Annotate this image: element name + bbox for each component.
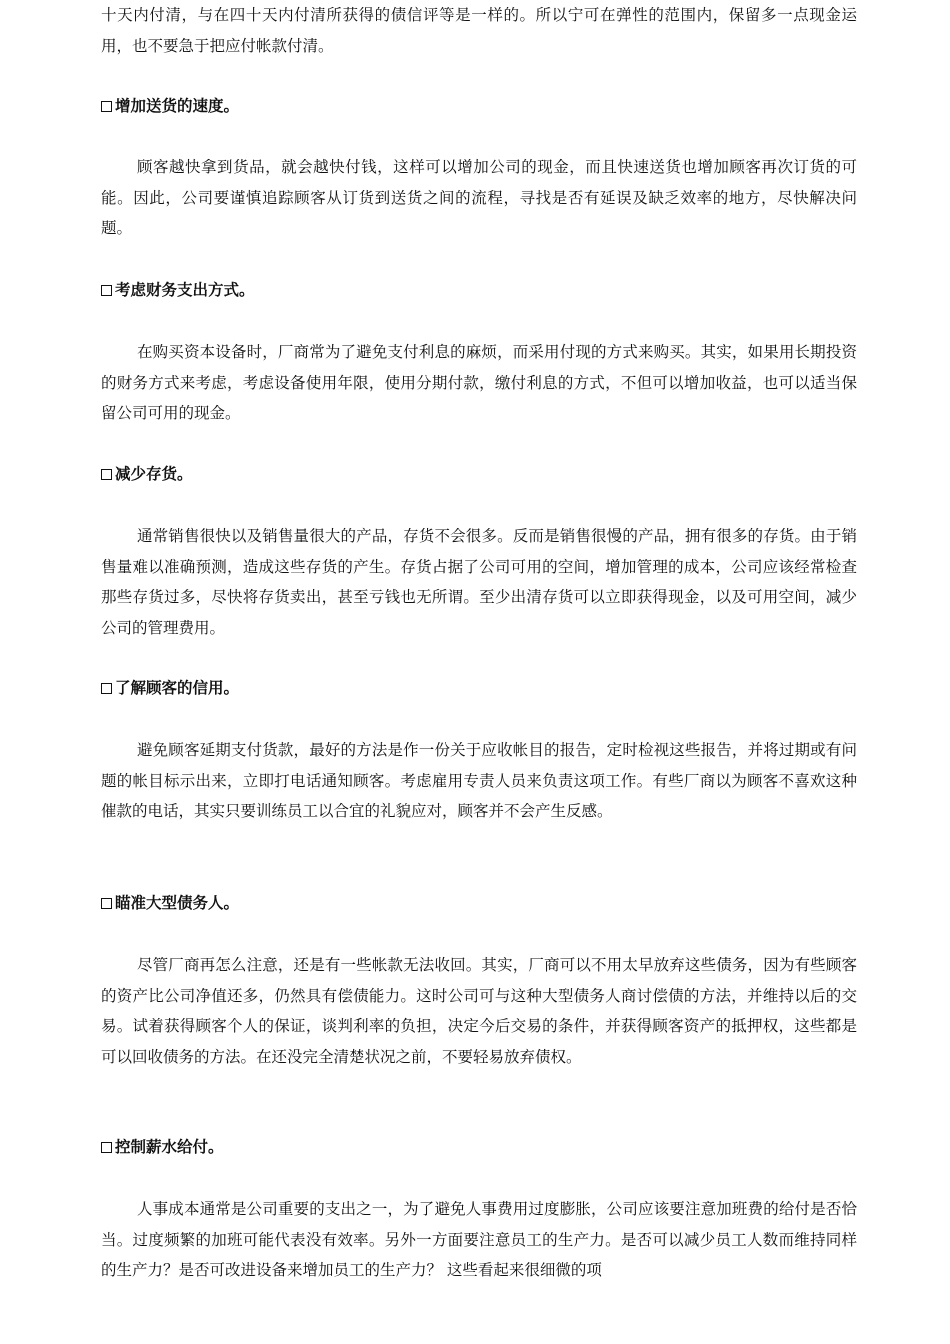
heading-text: 了解顾客的信用。 bbox=[115, 678, 240, 697]
paragraph-delivery-speed: 顾客越快拿到货品，就会越快付钱，这样可以增加公司的现金，而且快速送货也增加顾客再次订货的可能。因此，公司要谨慎追踪顾客从订货到送货之间的流程，寻找是否有延误及缺乏效率的地方，尽快解决问题。 bbox=[101, 158, 857, 237]
checkbox-icon bbox=[101, 469, 112, 480]
heading-text: 增加送货的速度。 bbox=[115, 96, 240, 115]
paragraph-financing-method: 在购买资本设备时，厂商常为了避免支付利息的麻烦，而采用付现的方式来购买。其实，如果用长期投资的财务方式来考虑，考虑设备使用年限，使用分期付款，缴付利息的方式，不但可以增加收益，也可以适当保留公司可用的现金。 bbox=[101, 343, 857, 422]
paragraph-customer-credit: 避免顾客延期支付货款，最好的方法是作一份关于应收帐目的报告，定时检视这些报告，并将过期或有问题的帐目标示出来，立即打电话通知顾客。考虑雇用专责人员来负责这项工作。有些厂商以为顾客不喜欢这种催款的电话，其实只要训练员工以合宜的礼貌应对，顾客并不会产生反感。 bbox=[101, 741, 857, 820]
heading-customer-credit bbox=[101, 673, 857, 704]
heading-reduce-inventory bbox=[101, 459, 857, 490]
heading-delivery-speed bbox=[101, 91, 857, 122]
heading-text: 减少存货。 bbox=[115, 464, 193, 483]
paragraph-reduce-inventory: 通常销售很快以及销售量很大的产品，存货不会很多。反而是销售很慢的产品，拥有很多的存货。由于销售量难以准确预测，造成这些存货的产生。存货占据了公司可用的空间，增加管理的成本，公司应该经常检查那些存货过多，尽快将存货卖出，甚至亏钱也无所谓。至少出清存货可以立即获得现金，以及可用空间，减少公司的管理费用。 bbox=[101, 527, 857, 637]
checkbox-icon bbox=[101, 285, 112, 296]
heading-large-debtors bbox=[101, 888, 857, 919]
paragraph-payroll-control: 人事成本通常是公司重要的支出之一，为了避免人事费用过度膨胀，公司应该要注意加班费的给付是否恰当。过度频繁的加班可能代表没有效率。另外一方面要注意员工的生产力。是否可以减少员工人数而维持同样的生产力？是否可改进设备来增加员工的生产力？ 这些看起来很细微的项 bbox=[101, 1200, 857, 1279]
paragraph-cash-retention: 十天内付清，与在四十天内付清所获得的债信评等是一样的。所以宁可在弹性的范围内，保留多一点现金运用，也不要急于把应付帐款付清。 bbox=[101, 6, 857, 55]
checkbox-icon bbox=[101, 101, 112, 112]
heading-text: 瞄准大型债务人。 bbox=[115, 893, 240, 912]
paragraph-large-debtors: 尽管厂商再怎么注意，还是有一些帐款无法收回。其实，厂商可以不用太早放弃这些债务，因为有些顾客的资产比公司净值还多，仍然具有偿债能力。这时公司可与这种大型债务人商讨偿债的方法，并维持以后的交易。试着获得顾客个人的保证，谈判利率的负担，决定今后交易的条件，并获得顾客资产的抵押权，这些都是可以回收债务的方法。在还没完全清楚状况之前，不要轻易放弃债权。 bbox=[101, 956, 857, 1066]
heading-text: 考虑财务支出方式。 bbox=[115, 280, 255, 299]
checkbox-icon bbox=[101, 1142, 112, 1153]
heading-payroll-control bbox=[101, 1132, 857, 1163]
checkbox-icon bbox=[101, 683, 112, 694]
checkbox-icon bbox=[101, 898, 112, 909]
heading-financing-method bbox=[101, 275, 857, 306]
heading-text: 控制薪水给付。 bbox=[115, 1137, 224, 1156]
